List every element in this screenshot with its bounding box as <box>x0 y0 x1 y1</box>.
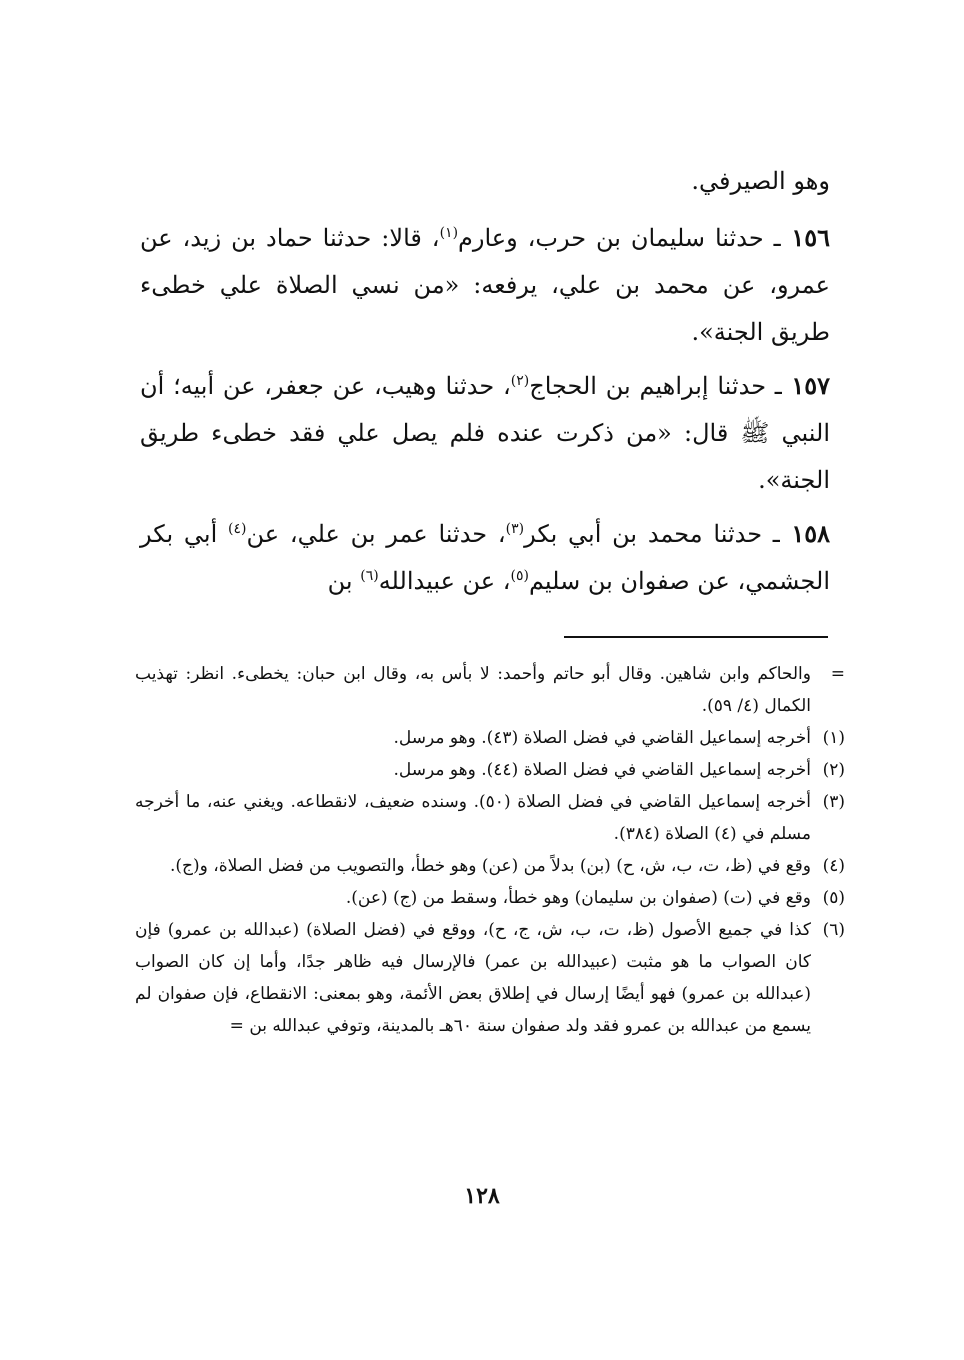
paragraph-157 <box>140 362 830 504</box>
footnote-reference: (٤) <box>228 521 247 537</box>
footnote <box>135 850 845 882</box>
footnote-text: كذا في جميع الأصول (ظ، ت، ب، ش، ج، ح)، ووقع في (فضل الصلاة) (عبدالله بن عمرو) فإن كان الصواب ما هو مثبت (عبيدالله بن عمر) فالإرسال فيه ظاهر جدًا، وأما إن كان الصواب (عبدالله بن عمرو) فهو أيضًا إرسال في إطلاق بعض الأئمة، وهو بمعنى: الانقطاع، فإن صفوان لم يسمع من عبدالله بن عمرو فقد ولد صفوان سنة ٦٠هـ بالمدينة، وتوفي عبدالله بن = <box>135 920 811 1036</box>
footnote <box>135 658 845 722</box>
paragraph-text: ، عن عبيدالله <box>378 567 511 595</box>
footnote <box>135 914 845 1042</box>
paragraph-158 <box>140 510 830 605</box>
footnote-marker: (٥) <box>822 888 845 908</box>
paragraph-text: ـ حدثنا إبراهيم بن الحجاج <box>529 372 782 400</box>
footnote-marker: (١) <box>822 728 845 748</box>
page-number: ١٢٨ <box>464 1183 500 1209</box>
paragraph-text: بن <box>327 567 361 595</box>
footnote <box>135 722 845 754</box>
footnote-marker: (٢) <box>822 760 845 780</box>
footnote-text: والحاكم وابن شاهين. وقال أبو حاتم وأحمد: لا بأس به، وقال ابن حبان: يخطىء. انظر: تهذيب الكمال (٤/ ٥٩). <box>135 664 811 716</box>
paragraph-text: ـ حدثنا محمد بن أبي بكر <box>524 520 780 548</box>
hadith-number: ١٥٦ <box>780 223 831 252</box>
footnote-reference: (٥) <box>510 568 529 584</box>
footnote-separator <box>564 636 828 638</box>
footnote-text: أخرجه إسماعيل القاضي في فضل الصلاة (٥٠). وسنده ضعيف، لانقطاعه. ويغني عنه، ما أخرجه مسلم في (٤) الصلاة (٣٨٤). <box>135 792 811 844</box>
footnote-text: وقع في (ظ، ت، ب، ش، ح) (بن) بدلاً من (عن) وهو خطأ، والتصويب من فضل الصلاة، و(ج). <box>170 856 811 876</box>
footnote-reference: (٢) <box>510 373 530 389</box>
paragraph-text: ، حدثنا وهيب، عن جعفر، عن أبيه؛ أن النبي ﷺ قال: «من ذكرت عنده فلم يصل علي فقد خطىء طريق الجنة». <box>140 372 830 494</box>
footnote <box>135 882 845 914</box>
footnote-reference: (٦) <box>360 568 379 584</box>
paragraph-text: ، حدثنا عمر بن علي، عن <box>246 520 506 548</box>
footnote-marker: (٣) <box>822 792 845 812</box>
footnote-text: أخرجه إسماعيل القاضي في فضل الصلاة (٤٤). وهو مرسل. <box>393 760 811 780</box>
paragraph-text: ، قالا: حدثنا حماد بن زيد، عن عمرو، عن محمد بن علي، يرفعه: «من نسي الصلاة علي خطىء طريق الجنة». <box>140 224 830 346</box>
footnote-marker: (٤) <box>822 856 845 876</box>
footnote-text: وقع في (ت) (صفوان بن سليمان) وهو خطأ، وسقط من (ج) (عن). <box>345 888 811 908</box>
hadith-number: ١٥٨ <box>779 519 830 548</box>
footnote-reference: (٣) <box>505 521 525 537</box>
footnote-text: أخرجه إسماعيل القاضي في فضل الصلاة (٤٣). وهو مرسل. <box>393 728 811 748</box>
footnote <box>135 754 845 786</box>
hadith-paragraph <box>140 510 830 605</box>
paragraph-text: أبي بكر الجشمي، عن صفوان بن سليم <box>140 520 830 595</box>
carry-over-line: وهو الصيرفي. <box>691 167 830 195</box>
main-text <box>140 158 830 204</box>
footnotes <box>135 658 845 1042</box>
paragraph-text: ـ حدثنا سليمان بن حرب، وعارم <box>458 224 781 252</box>
paragraph-156 <box>140 214 830 356</box>
footnote-marker: = <box>830 664 845 684</box>
hadith-paragraph <box>140 362 830 504</box>
footnote-reference: (١) <box>439 225 459 241</box>
hadith-number: ١٥٧ <box>781 371 831 400</box>
footnote <box>135 786 845 850</box>
footnote-marker: (٦) <box>822 920 845 940</box>
hadith-paragraph <box>140 214 830 356</box>
